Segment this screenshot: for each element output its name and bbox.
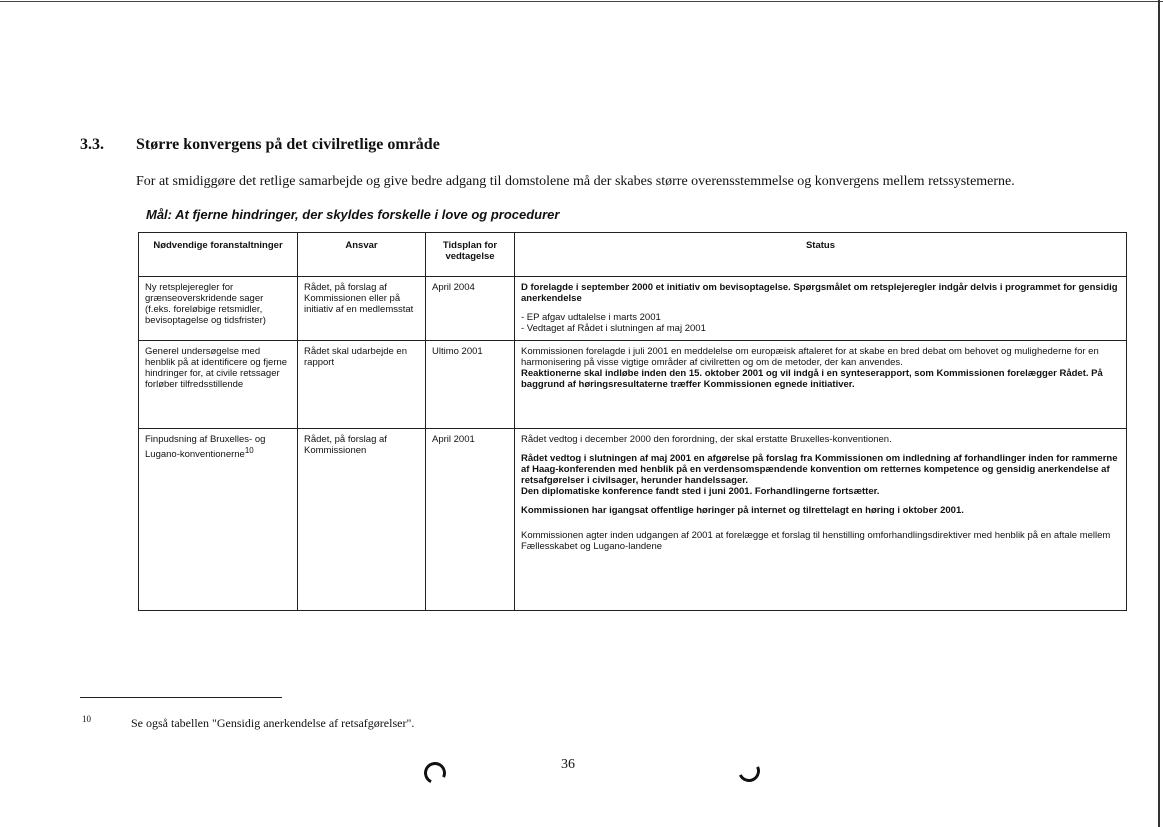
cell-responsibility: Rådet, på forslag af Kommissionen eller på initiativ af en medlemsstat bbox=[298, 277, 426, 341]
cell-status bbox=[515, 341, 1127, 429]
header-status: Status bbox=[515, 233, 1127, 277]
section-title: Større konvergens på det civilretlige område bbox=[136, 136, 440, 153]
status-text: Rådet vedtog i december 2000 den forordning, der skal erstatte Bruxelles-konventionen. bbox=[521, 434, 892, 445]
table-row bbox=[139, 341, 1127, 429]
footnote-ref: 10 bbox=[244, 446, 254, 455]
status-text: Den diplomatiske konference fandt sted i juni 2001. Forhandlingerne fortsætter. bbox=[521, 486, 880, 497]
measures-table bbox=[138, 232, 1127, 611]
header-timetable: Tidsplan for vedtagelse bbox=[426, 233, 515, 277]
cell-responsibility: Rådet skal udarbejde en rapport bbox=[298, 341, 426, 429]
cell-status bbox=[515, 429, 1127, 611]
footnote-divider bbox=[80, 697, 282, 698]
footnote-number: 10 bbox=[82, 714, 91, 724]
measure-text: Finpudsning af Bruxelles- og Lugano-konventionerne bbox=[145, 434, 266, 461]
punch-hole-mark-left bbox=[421, 759, 449, 787]
cell-measure bbox=[139, 429, 298, 611]
status-text: Rådet vedtog i slutningen af maj 2001 en afgørelse på forslag fra Kommissionen om indledning af forhandlinger inden for rammerne af Haag-konferenden med henblik på en verdensomspændende konvention om retternes kompetence og gensidig anerkendelse af retsafgørelser i civilsager, herunder handelssager. bbox=[521, 453, 1118, 486]
status-text: D forelagde i september 2000 et initiativ om bevisoptagelse. Spørgsmålet om retsplejeregler indgår delvis i programmet for gensidig anerkendelse bbox=[521, 282, 1118, 304]
header-responsibility: Ansvar bbox=[298, 233, 426, 277]
goal-heading: Mål: At fjerne hindringer, der skyldes forskelle i love og procedurer bbox=[146, 207, 560, 222]
cell-timetable: April 2004 bbox=[426, 277, 515, 341]
section-number: 3.3. bbox=[80, 136, 104, 153]
status-text: Kommissionen agter inden udgangen af 2001 at forelægge et forslag til henstilling omforhandlingsdirektiver med henblik på en aftale mellem Fællesskabet og Lugano-landene bbox=[521, 530, 1111, 552]
cell-responsibility: Rådet, på forslag af Kommissionen bbox=[298, 429, 426, 611]
table-header-row bbox=[139, 233, 1127, 277]
footnote-text: Se også tabellen "Gensidig anerkendelse af retsafgørelser". bbox=[131, 716, 415, 730]
scan-top-border bbox=[0, 1, 1163, 2]
table-row bbox=[139, 277, 1127, 341]
cell-measure: Ny retsplejeregler for grænseoverskridende sager (f.eks. foreløbige retsmidler, bevisoptagelse og tidsfrister) bbox=[139, 277, 298, 341]
header-measures: Nødvendige foranstaltninger bbox=[139, 233, 298, 277]
status-text: Kommissionen forelagde i juli 2001 en meddelelse om europæisk aftaleret for at skabe en bred debat om behovet og mulighederne for en harmonisering på visse vigtige områder af civilretten og om de metoder, der kan anvendes. bbox=[521, 346, 1099, 368]
section-intro: For at smidiggøre det retlige samarbejde og give bedre adgang til domstolene må der skabes større overensstemmelse og konvergens mellem retssystemerne. bbox=[136, 174, 1015, 189]
cell-timetable: April 2001 bbox=[426, 429, 515, 611]
page-number: 36 bbox=[561, 757, 575, 772]
cell-status bbox=[515, 277, 1127, 341]
status-text: - EP afgav udtalelse i marts 2001 bbox=[521, 312, 661, 323]
status-text: Reaktionerne skal indløbe inden den 15. oktober 2001 og vil indgå i en synteserapport, som Kommissionen forelægger Rådet. På baggrund af høringsresultaterne træffer Kommissionen egnede initiativer. bbox=[521, 368, 1103, 390]
punch-hole-mark-right bbox=[735, 757, 763, 785]
status-text: - Vedtaget af Rådet i slutningen af maj 2001 bbox=[521, 323, 706, 334]
cell-timetable: Ultimo 2001 bbox=[426, 341, 515, 429]
table-row bbox=[139, 429, 1127, 611]
status-text: Kommissionen har igangsat offentlige høringer på internet og tilrettelagt en høring i oktober 2001. bbox=[521, 505, 964, 516]
scan-right-edge bbox=[1158, 0, 1160, 827]
cell-measure: Generel undersøgelse med henblik på at identificere og fjerne hindringer for, at civile retssager forløber tilfredsstillende bbox=[139, 341, 298, 429]
